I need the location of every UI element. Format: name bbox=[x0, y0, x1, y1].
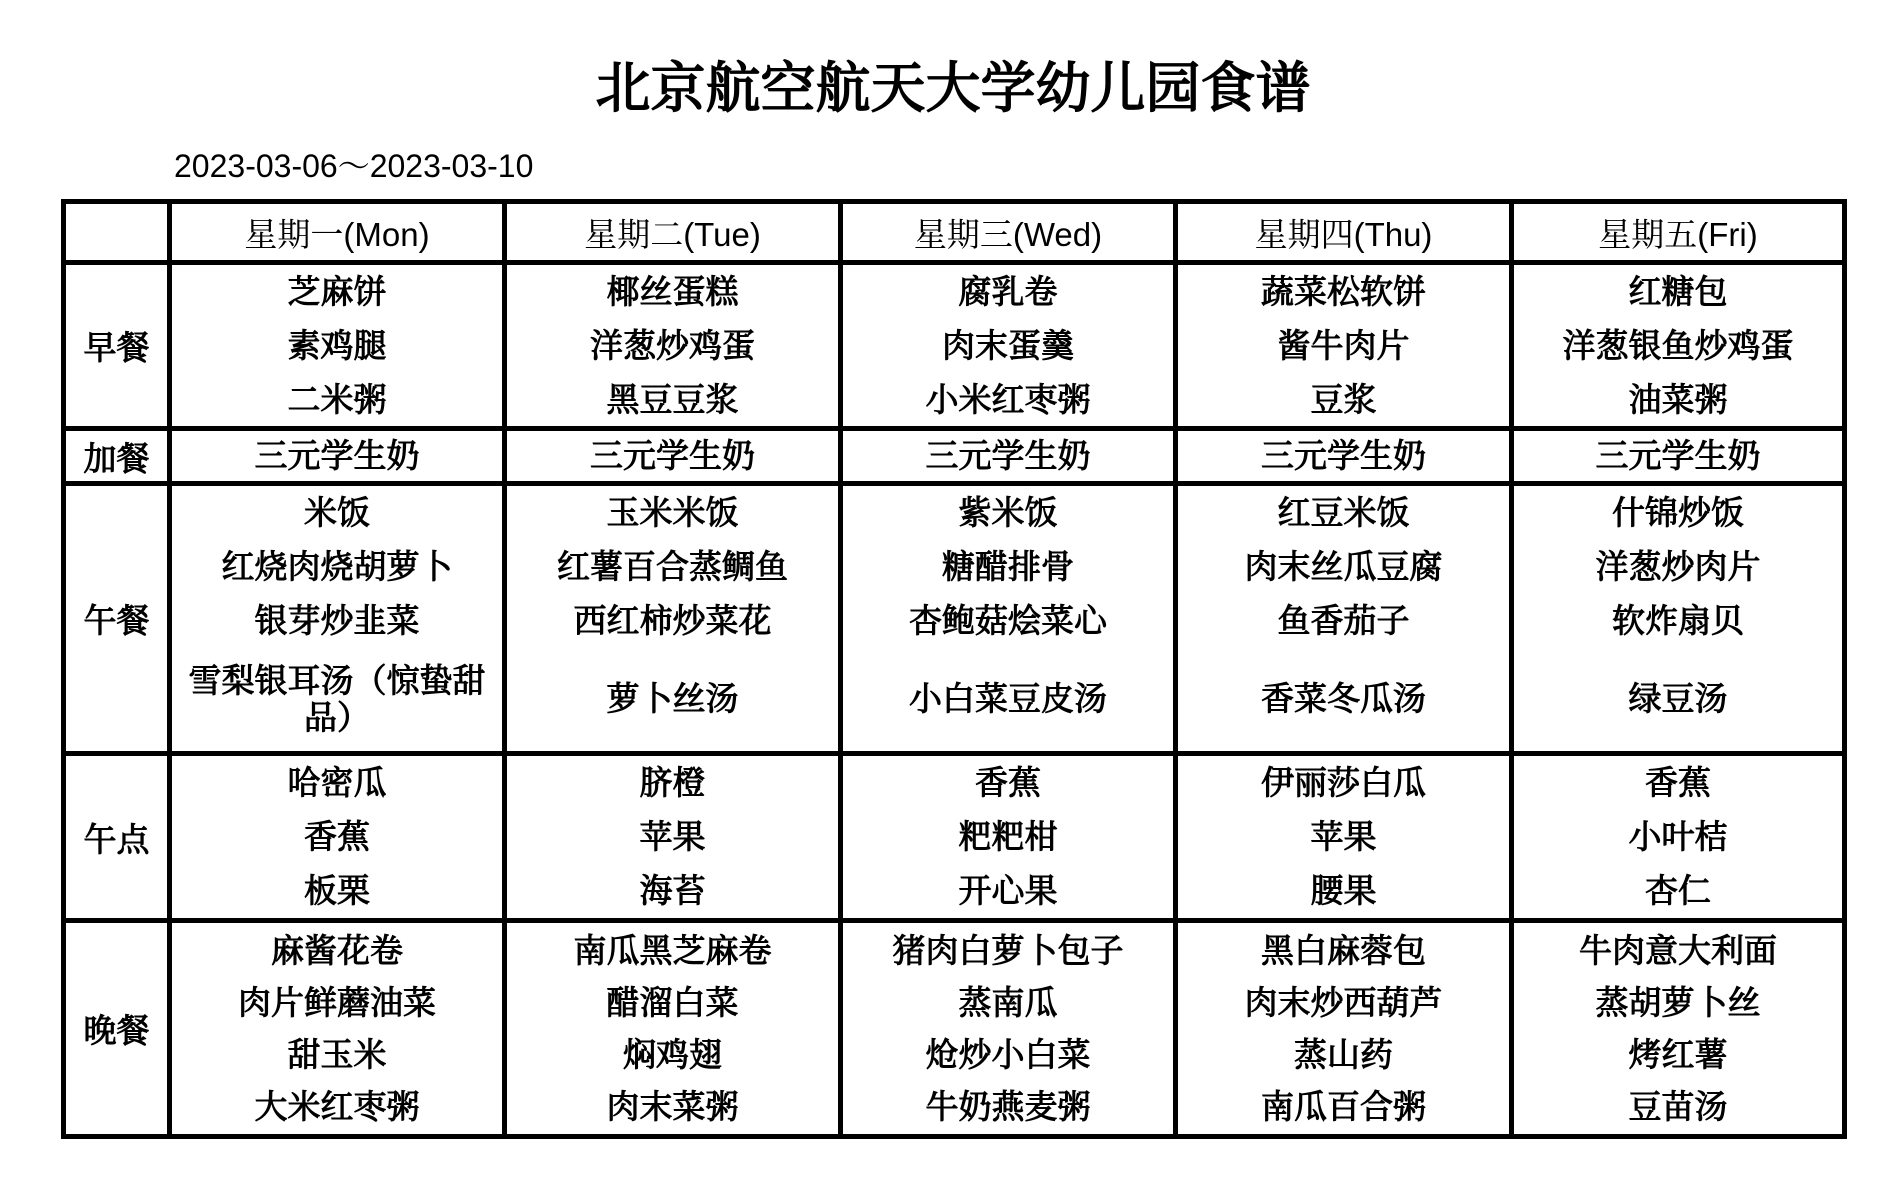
day-header-fri: 星期五(Fri) bbox=[1514, 204, 1842, 260]
menu-item: 肉末蛋羹 bbox=[942, 325, 1074, 365]
menu-item: 小米红枣粥 bbox=[925, 379, 1091, 419]
menu-item: 肉片鲜蘑油菜 bbox=[238, 982, 436, 1022]
menu-item: 腐乳卷 bbox=[958, 271, 1058, 311]
menu-cell-breakfast-wed bbox=[843, 265, 1173, 426]
menu-cell-lunch-wed bbox=[843, 486, 1173, 751]
menu-item: 红薯百合蒸鲷鱼 bbox=[557, 547, 788, 586]
menu-item: 三元学生奶 bbox=[590, 436, 755, 475]
menu-cell-afternoon-fri bbox=[1514, 756, 1842, 918]
meal-label-snack: 加餐 bbox=[66, 431, 167, 481]
menu-item-soup: 香菜冬瓜汤 bbox=[1261, 679, 1426, 719]
menu-item: 米饭 bbox=[304, 493, 370, 532]
menu-item: 蔬菜松软饼 bbox=[1261, 271, 1426, 311]
menu-cell-afternoon-tue bbox=[507, 756, 838, 918]
day-header-mon: 星期一(Mon) bbox=[172, 204, 502, 260]
menu-item: 伊丽莎白瓜 bbox=[1261, 763, 1426, 802]
menu-item: 香蕉 bbox=[1645, 763, 1711, 802]
menu-item: 甜玉米 bbox=[287, 1034, 387, 1074]
menu-item: 粑粑柑 bbox=[958, 817, 1058, 856]
menu-cell-dinner-wed bbox=[843, 923, 1173, 1134]
menu-cell-lunch-mon bbox=[172, 486, 502, 751]
menu-item: 红豆米饭 bbox=[1277, 493, 1410, 532]
menu-item: 洋葱炒肉片 bbox=[1595, 547, 1761, 586]
menu-item: 豆苗汤 bbox=[1628, 1086, 1728, 1126]
day-header-tue: 星期二(Tue) bbox=[507, 204, 838, 260]
menu-item: 三元学生奶 bbox=[925, 436, 1091, 475]
menu-item: 酱牛肉片 bbox=[1277, 325, 1410, 365]
meal-label-lunch: 午餐 bbox=[66, 486, 167, 751]
menu-cell-breakfast-fri bbox=[1514, 265, 1842, 426]
menu-cell-breakfast-tue bbox=[507, 265, 838, 426]
menu-cell-afternoon-mon bbox=[172, 756, 502, 918]
menu-cell-snack-fri bbox=[1514, 431, 1842, 481]
menu-item: 鱼香茄子 bbox=[1277, 601, 1410, 640]
menu-item-soup: 绿豆汤 bbox=[1628, 679, 1728, 719]
menu-item: 哈密瓜 bbox=[287, 763, 387, 802]
menu-item: 猪肉白萝卜包子 bbox=[892, 930, 1124, 970]
menu-item: 糖醋排骨 bbox=[942, 547, 1074, 586]
menu-cell-afternoon-wed bbox=[843, 756, 1173, 918]
menu-item: 肉末炒西葫芦 bbox=[1244, 982, 1443, 1022]
menu-item: 板栗 bbox=[304, 871, 370, 910]
menu-cell-snack-mon bbox=[172, 431, 502, 481]
menu-item: 烤红薯 bbox=[1628, 1034, 1728, 1074]
menu-cell-lunch-thu bbox=[1178, 486, 1509, 751]
menu-item: 开心果 bbox=[958, 871, 1058, 910]
menu-item: 芝麻饼 bbox=[287, 271, 387, 311]
menu-item: 软炸扇贝 bbox=[1612, 601, 1744, 640]
corner-cell bbox=[66, 204, 167, 260]
meal-label-afternoon: 午点 bbox=[66, 756, 167, 918]
menu-item: 红糖包 bbox=[1628, 271, 1728, 311]
menu-item: 黑豆豆浆 bbox=[606, 379, 739, 419]
menu-item: 油菜粥 bbox=[1628, 379, 1728, 419]
menu-item: 红烧肉烧胡萝卜 bbox=[221, 547, 453, 586]
menu-item: 紫米饭 bbox=[958, 493, 1058, 532]
menu-item: 三元学生奶 bbox=[1595, 436, 1761, 475]
menu-cell-dinner-tue bbox=[507, 923, 838, 1134]
menu-item: 素鸡腿 bbox=[287, 325, 387, 365]
menu-cell-dinner-thu bbox=[1178, 923, 1509, 1134]
menu-item: 炝炒小白菜 bbox=[925, 1034, 1091, 1074]
menu-item: 醋溜白菜 bbox=[606, 982, 739, 1022]
menu-item: 蒸南瓜 bbox=[958, 982, 1058, 1022]
menu-item: 洋葱银鱼炒鸡蛋 bbox=[1562, 325, 1794, 365]
menu-item: 牛肉意大利面 bbox=[1579, 930, 1777, 970]
menu-item: 杏鲍菇烩菜心 bbox=[909, 601, 1107, 640]
menu-item: 三元学生奶 bbox=[1261, 436, 1426, 475]
menu-item: 椰丝蛋糕 bbox=[606, 271, 739, 311]
menu-item: 焖鸡翅 bbox=[623, 1034, 722, 1074]
date-range: 2023-03-06～2023-03-10 bbox=[174, 148, 534, 184]
menu-item: 银芽炒韭菜 bbox=[254, 601, 420, 640]
menu-item: 香蕉 bbox=[304, 817, 370, 856]
menu-cell-snack-wed bbox=[843, 431, 1173, 481]
menu-cell-lunch-fri bbox=[1514, 486, 1842, 751]
menu-item-soup: 小白菜豆皮汤 bbox=[909, 679, 1107, 719]
menu-cell-breakfast-thu bbox=[1178, 265, 1509, 426]
menu-item: 苹果 bbox=[1310, 817, 1377, 856]
menu-cell-dinner-fri bbox=[1514, 923, 1842, 1134]
menu-item: 豆浆 bbox=[1310, 379, 1377, 419]
day-header-wed: 星期三(Wed) bbox=[843, 204, 1173, 260]
meal-label-dinner: 晚餐 bbox=[66, 923, 167, 1134]
menu-item: 二米粥 bbox=[287, 379, 387, 419]
menu-item: 玉米米饭 bbox=[606, 493, 739, 532]
menu-item-soup: 萝卜丝汤 bbox=[606, 679, 739, 719]
day-header-thu: 星期四(Thu) bbox=[1178, 204, 1509, 260]
menu-item: 三元学生奶 bbox=[254, 436, 420, 475]
menu-item: 南瓜百合粥 bbox=[1261, 1086, 1426, 1126]
menu-item: 腰果 bbox=[1310, 871, 1377, 910]
menu-title: 北京航空航天大学幼儿园食谱 bbox=[595, 56, 1311, 120]
menu-item: 南瓜黑芝麻卷 bbox=[573, 930, 772, 970]
menu-item: 肉末菜粥 bbox=[606, 1086, 739, 1126]
menu-item: 什锦炒饭 bbox=[1612, 493, 1744, 532]
menu-cell-dinner-mon bbox=[172, 923, 502, 1134]
menu-item: 香蕉 bbox=[975, 763, 1041, 802]
menu-table bbox=[61, 199, 1847, 1139]
menu-item: 苹果 bbox=[639, 817, 706, 856]
menu-item: 西红柿炒菜花 bbox=[573, 601, 772, 640]
menu-cell-snack-thu bbox=[1178, 431, 1509, 481]
menu-item: 肉末丝瓜豆腐 bbox=[1244, 547, 1443, 586]
menu-item: 牛奶燕麦粥 bbox=[925, 1086, 1091, 1126]
menu-cell-afternoon-thu bbox=[1178, 756, 1509, 918]
menu-item: 黑白麻蓉包 bbox=[1261, 930, 1426, 970]
menu-cell-lunch-tue bbox=[507, 486, 838, 751]
menu-item: 麻酱花卷 bbox=[271, 930, 403, 970]
menu-item: 蒸胡萝卜丝 bbox=[1595, 982, 1761, 1022]
menu-item: 洋葱炒鸡蛋 bbox=[590, 325, 755, 365]
menu-cell-snack-tue bbox=[507, 431, 838, 481]
menu-item: 大米红枣粥 bbox=[254, 1086, 420, 1126]
menu-item: 海苔 bbox=[639, 871, 706, 910]
menu-cell-breakfast-mon bbox=[172, 265, 502, 426]
meal-label-breakfast: 早餐 bbox=[66, 265, 167, 426]
menu-item-soup: 雪梨银耳汤（惊蛰甜品） bbox=[188, 660, 486, 737]
menu-item: 脐橙 bbox=[639, 763, 706, 802]
menu-item: 小叶桔 bbox=[1628, 817, 1728, 856]
menu-item: 蒸山药 bbox=[1294, 1034, 1393, 1074]
menu-item: 杏仁 bbox=[1645, 871, 1711, 910]
